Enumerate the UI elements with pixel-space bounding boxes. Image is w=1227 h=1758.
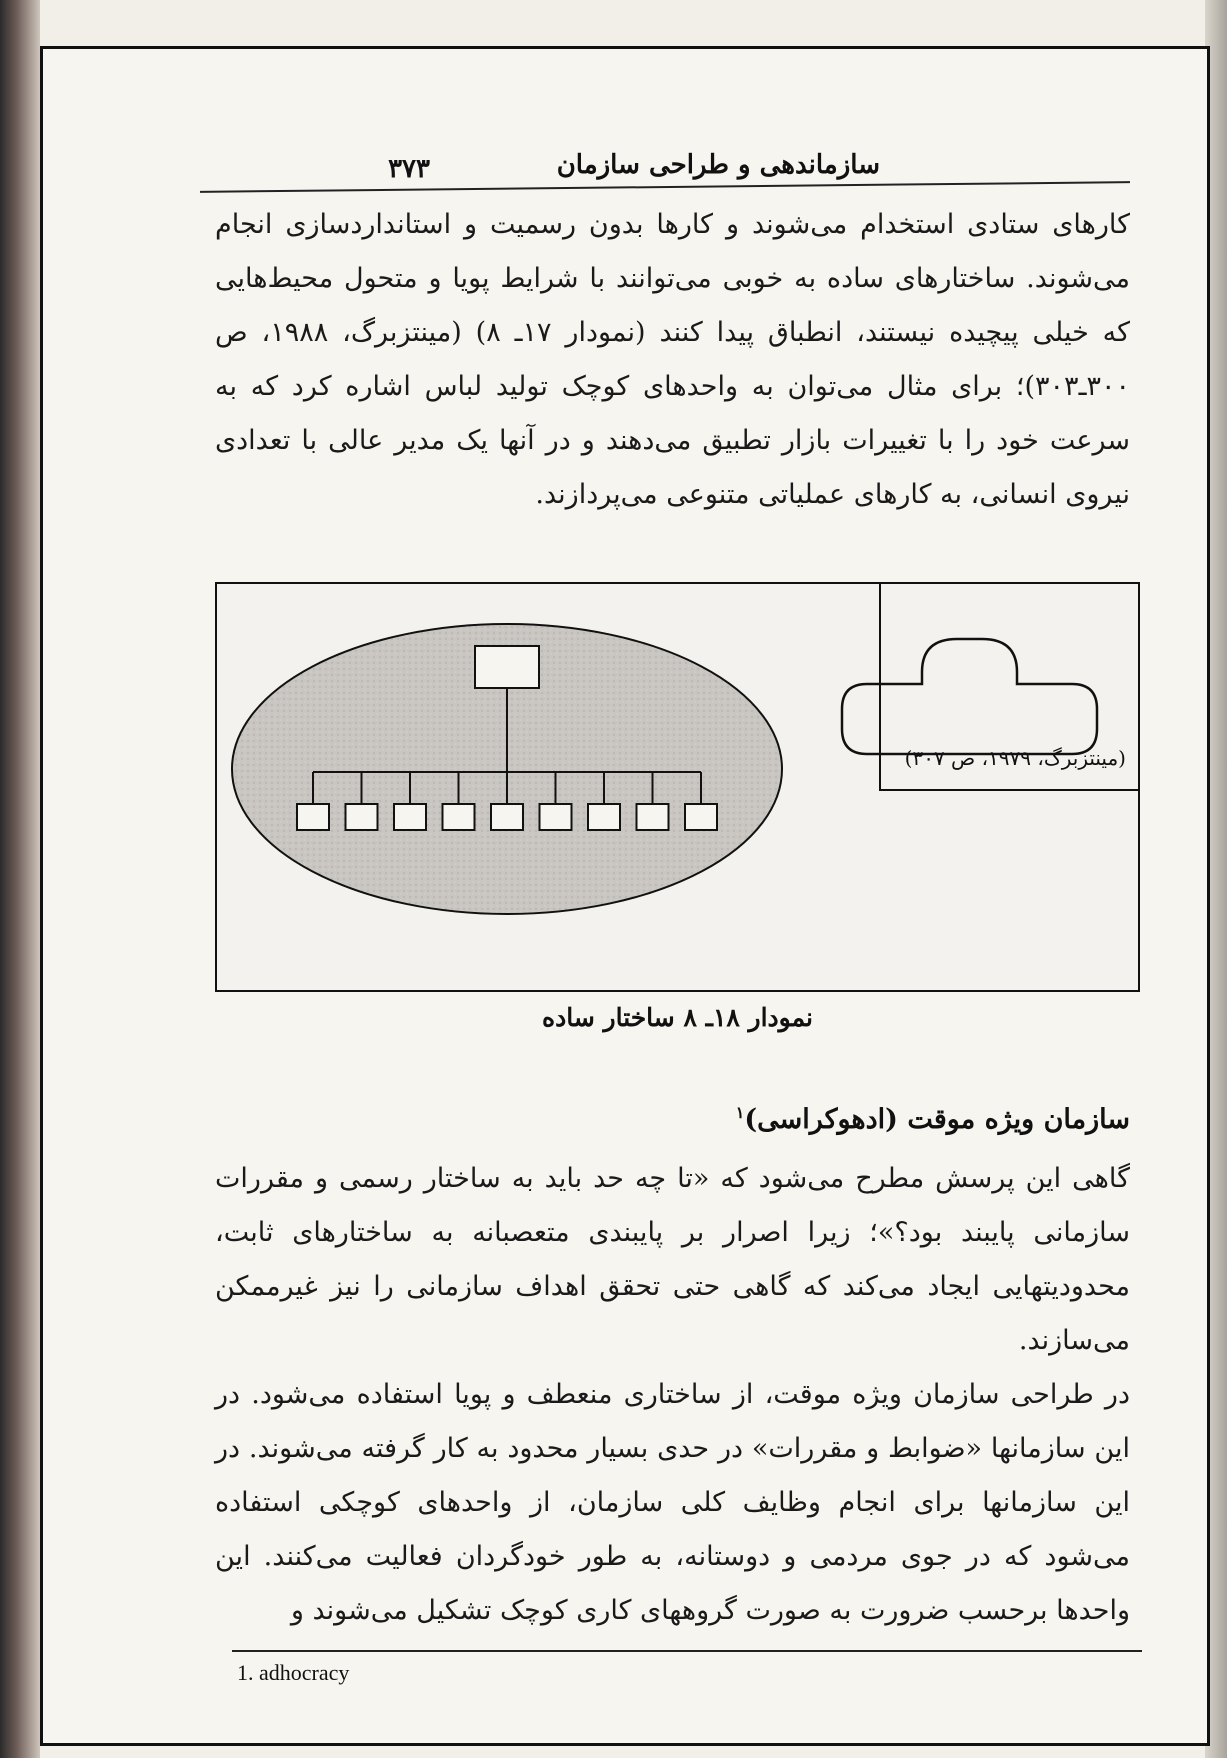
subordinate-box <box>637 804 669 830</box>
subordinate-box <box>346 804 378 830</box>
header-title: سازماندهی و طراحی سازمان <box>556 150 880 180</box>
subordinate-box <box>443 804 475 830</box>
figure-simple-structure <box>215 582 1140 992</box>
footnote-marker: ۱ <box>735 1103 745 1122</box>
figure-citation: (مینتزبرگ، ۱۹۷۹، ص ۳۰۷) <box>904 746 1126 770</box>
manager-box <box>475 646 539 688</box>
paragraph-1: کارهای ستادی استخدام می‌شوند و کارها بدون رسمیت و استانداردسازی انجام می‌شوند. ساختارهای ساده به خوبی می‌توانند با شرایط پویا و متحول محیط‌هایی که خیلی پیچیده نیستند، انطباق پیدا کنند (نمودار ۱۷ـ ۸) (مینتزبرگ، ۱۹۸۸، ص ۳۰۰ـ۳۰۳)؛ برای مثال می‌توان به واحدهای کوچک تولید لباس اشاره کرد که به سرعت خود را با تغییرات بازار تطبیق می‌دهند و در آنها یک مدیر عالی با تعدادی نیروی انسانی، به کارهای عملیاتی متنوعی می‌پردازند. <box>215 209 1130 510</box>
subordinate-box <box>588 804 620 830</box>
footnote: 1. adhocracy <box>237 1660 350 1685</box>
background-edge-left <box>0 0 40 1758</box>
figure-divider-horizontal <box>879 789 1140 791</box>
paragraph-3-text: در طراحی سازمان ویژه موقت، از ساختاری منعطف و پویا استفاده می‌شود. در این سازمانها «ضوابط و مقررات» در حدی بسیار محدود به کار گرفته می‌شوند. در این سازمانها برای انجام وظایف کلی سازمان، از واحدهای کوچکی استفاده می‌شود که در جوی مردمی و دوستانه، به طور خودگردان فعالیت می‌کنند. این واحدها برحسب ضرورت به صورت گروههای کاری کوچک تشکیل می‌شوند و <box>215 1379 1130 1626</box>
figure-caption: نمودار ۱۸ـ ۸ ساختار ساده <box>542 1003 813 1032</box>
paragraph-2 <box>215 1152 1130 1638</box>
section-title-text: سازمان ویژه موقت (ادهوکراسی) <box>744 1104 1130 1135</box>
subordinate-box <box>540 804 572 830</box>
paragraph-2-text: گاهی این پرسش مطرح می‌شود که «تا چه حد باید به ساختار رسمی و مقررات سازمانی پایبند بود؟»؛ زیرا اصرار بر پایبندی متعصبانه به ساختارهای ثابت، محدودیتهایی ایجاد می‌کند که گاهی حتی تحقق اهداف سازمانی را نیز غیرممکن می‌سازند. <box>215 1163 1130 1356</box>
subordinate-box <box>685 804 717 830</box>
section-title <box>736 1103 1130 1135</box>
figure-divider-vertical <box>879 584 881 789</box>
subordinate-box <box>491 804 523 830</box>
figure-diagram <box>217 584 1138 990</box>
subordinate-box <box>297 804 329 830</box>
footnote-rule <box>232 1650 1142 1652</box>
page-number: ۳۷۳ <box>388 154 430 184</box>
subordinate-box <box>394 804 426 830</box>
